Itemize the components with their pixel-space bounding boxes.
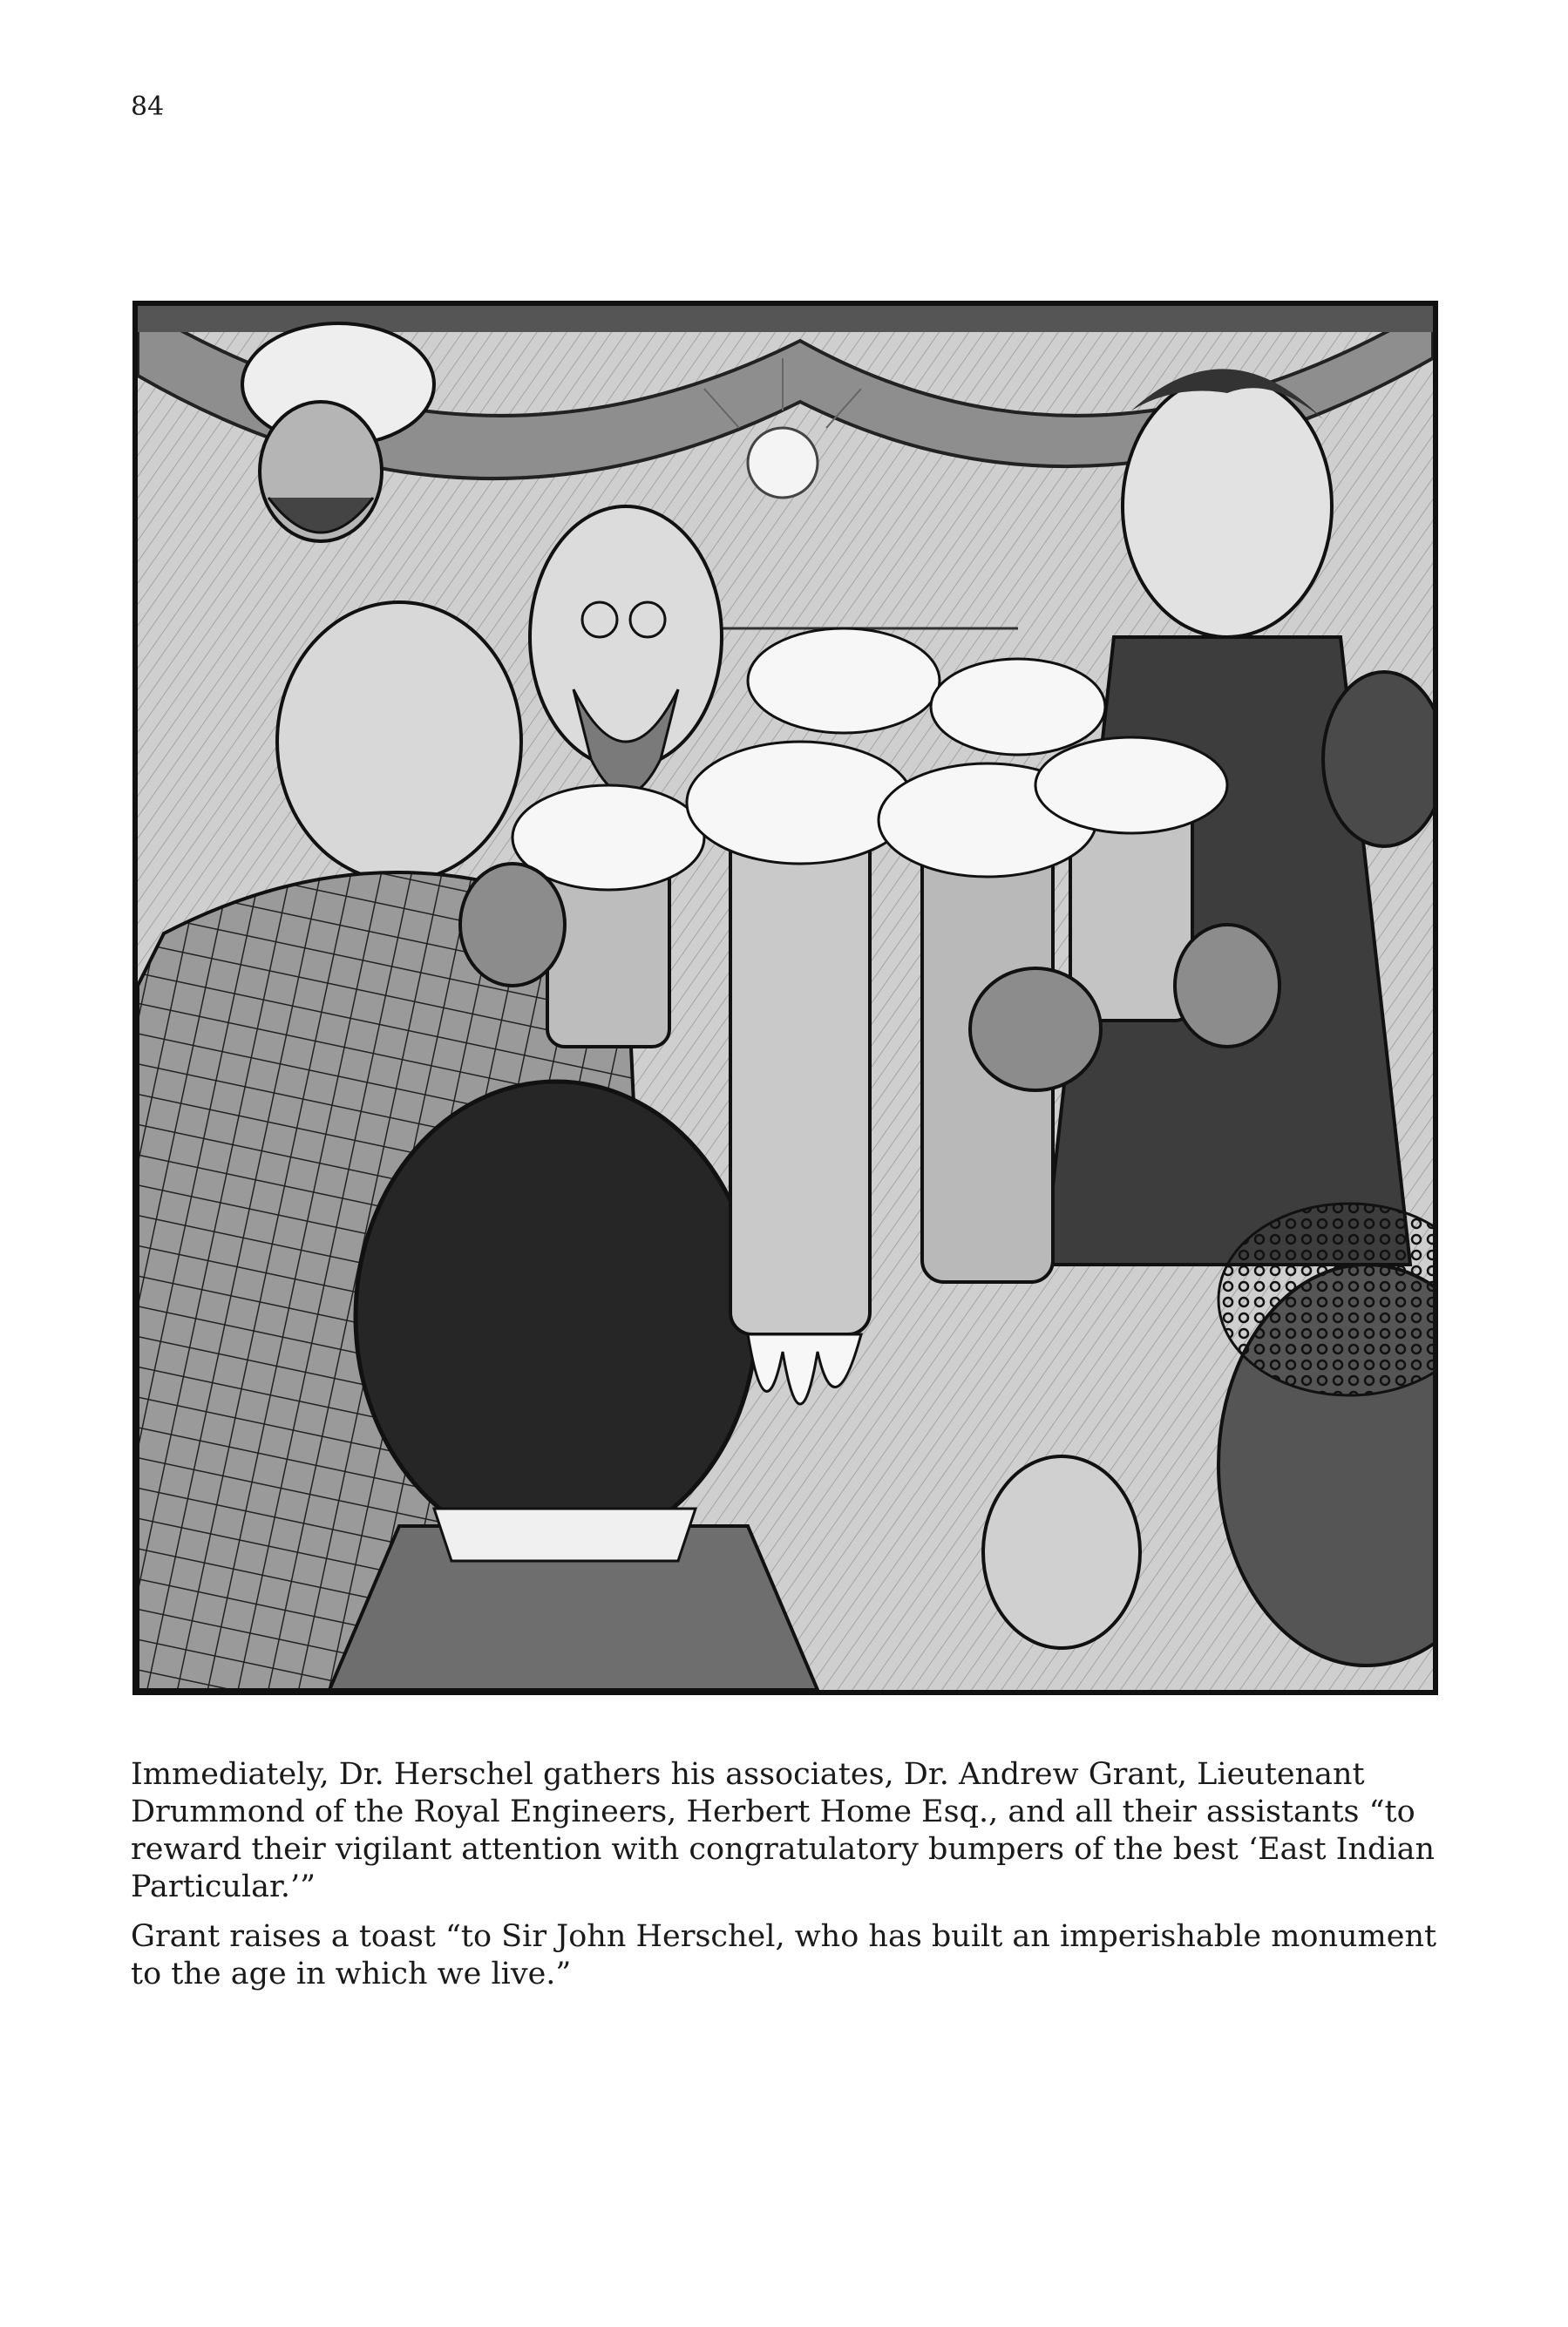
paragraph: Grant raises a toast “to Sir John Herschel, who has built an imperishable monument to the age in which we live.” — [131, 1919, 1437, 1991]
body-text — [131, 1756, 1447, 2005]
paragraph: Immediately, Dr. Herschel gathers his associates, Dr. Andrew Grant, Lieutenant Drummond of the Royal Engineers, Herbert Home Esq., and all their assistants “to reward their vigilant attention with congratulatory bumpers of the best ‘East Indian Particular.’” — [131, 1757, 1436, 1904]
illustration-artwork — [138, 306, 1433, 1690]
page-number: 84 — [131, 92, 165, 122]
toast-scene-illustration — [132, 301, 1438, 1695]
